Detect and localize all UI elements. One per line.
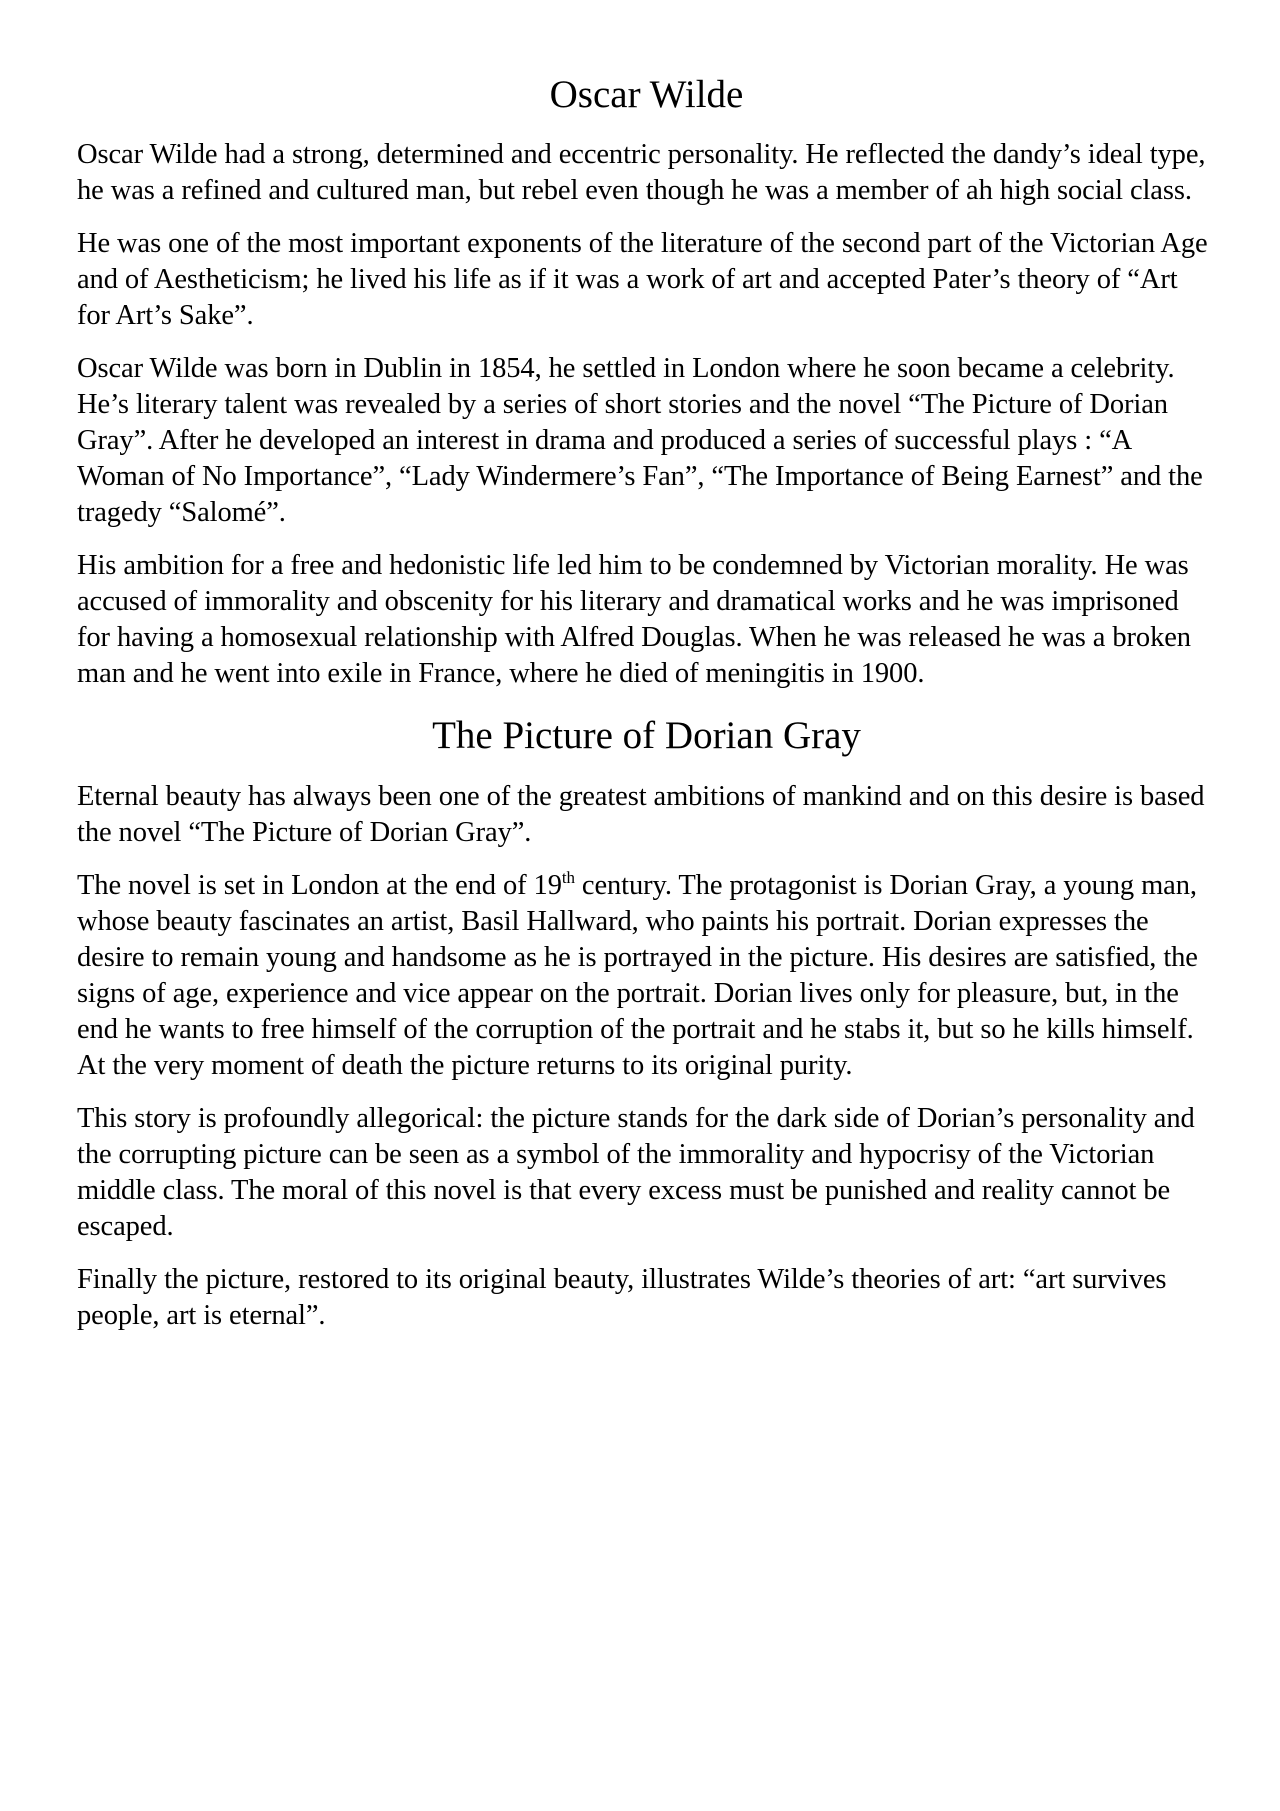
paragraph-condemnation: His ambition for a free and hedonistic life led him to be condemned by Victorian morality. He was accused of immorality and obscenity for his literary and dramatical works and he was imprisoned for having a homosexual relationship with Alfred Douglas. When he was released he was a broken man and he went into exile in France, where he died of meningitis in 1900. xyxy=(77,550,1191,689)
paragraph-allegory: This story is profoundly allegorical: the picture stands for the dark side of Dorian’s personality and the corrupting picture can be seen as a symbol of the immorality and hypocrisy of the Victorian middle class. The moral of this novel is that every excess must be punished and reality cannot be escaped. xyxy=(77,1103,1195,1242)
ordinal-superscript: th xyxy=(561,868,575,887)
paragraph-personality: Oscar Wilde had a strong, determined and eccentric personality. He reflected the dandy’s ideal type, he was a refined and cultured man, but rebel even though he was a member of ah high social class. xyxy=(77,139,1206,206)
paragraph-biography: Oscar Wilde was born in Dublin in 1854, he settled in London where he soon became a celebrity. He’s literary talent was revealed by a series of short stories and the novel “The Picture of Dorian Gray”. After he developed an interest in drama and produced a series of successful plays : “A Woman of No Importance”, “Lady Windermere’s Fan”, “The Importance of Being Earnest” and the tragedy “Salomé”. xyxy=(77,353,1203,528)
paragraph-plot xyxy=(77,868,1208,1084)
plot-text-rest: century. The protagonist is Dorian Gray, a young man, whose beauty fascinates an artist, Basil Hallward, who paints his portrait. Dorian expresses the desire to remain young and handsome as he is portrayed in the picture. His desires are satisfied, the signs of age, experience and vice appear on the portrait. Dorian lives only for pleasure, but, in the end he wants to free himself of the corruption of the portrait and he stabs it, but so he kills himself. At the very moment of death the picture returns to its original purity. xyxy=(77,870,1198,1081)
paragraph-aestheticism: He was one of the most important exponents of the literature of the second part of the Victorian Age and of Aestheticism; he lived his life as if it was a work of art and accepted Pater’s theory of “Art for Art’s Sake”. xyxy=(77,228,1208,331)
paragraph-theory-of-art: Finally the picture, restored to its original beauty, illustrates Wilde’s theories of art: “art survives people, art is eternal”. xyxy=(77,1264,1167,1331)
heading-oscar-wilde: Oscar Wilde xyxy=(549,73,744,116)
plot-text-start: The novel is set in London at the end of 19 xyxy=(77,870,562,901)
paragraph-eternal-beauty: Eternal beauty has always been one of the greatest ambitions of mankind and on this desire is based the novel “The Picture of Dorian Gray”. xyxy=(77,781,1205,848)
heading-dorian-gray: The Picture of Dorian Gray xyxy=(432,714,861,757)
